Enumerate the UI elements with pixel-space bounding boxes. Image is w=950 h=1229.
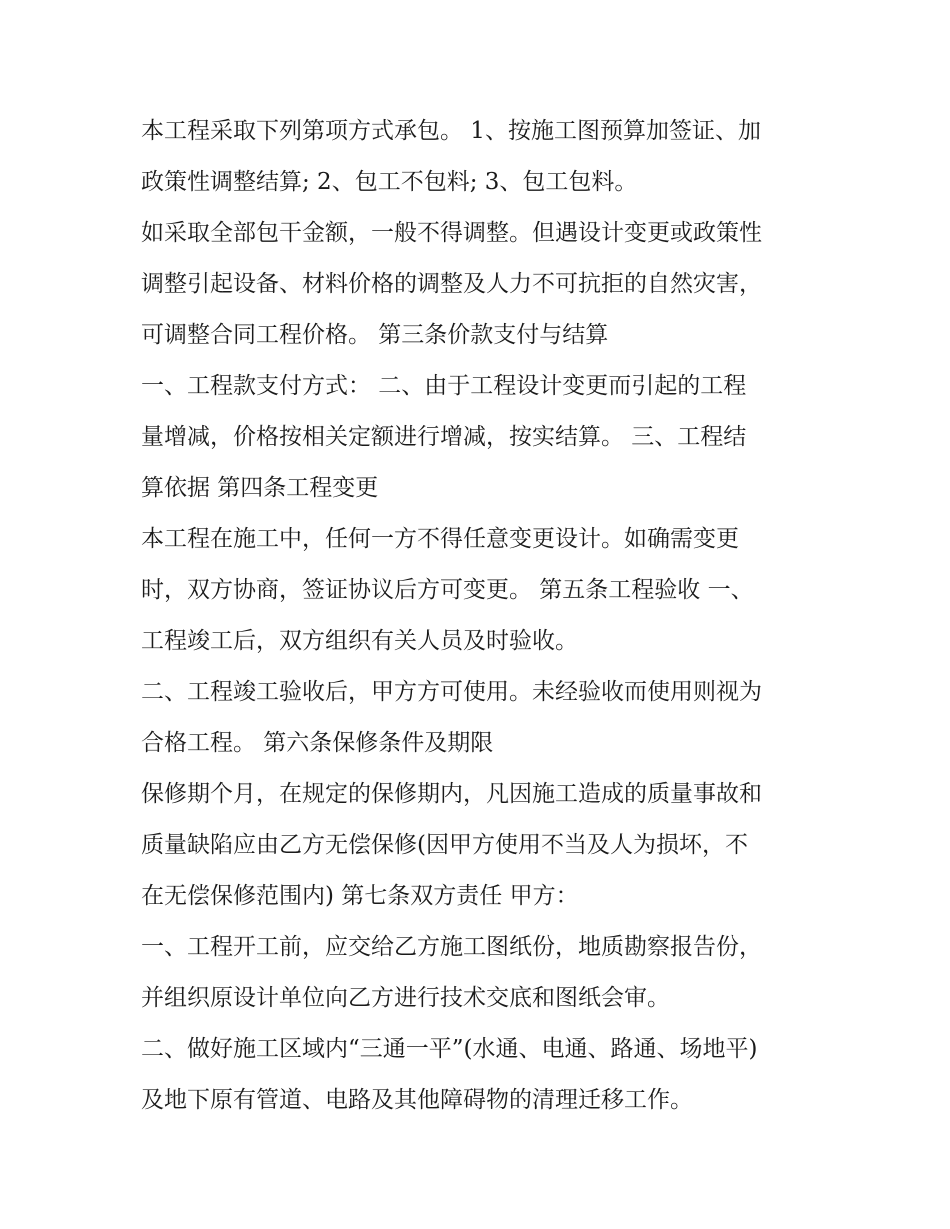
text-line: 一、工程款支付方式： 二、由于工程设计变更而引起的工程 [141,373,747,399]
text-line: 本工程在施工中，任何一方不得任意变更设计。如确需变更 [141,526,739,552]
contract-text [141,106,821,1126]
text-line: 并组织原设计单位向乙方进行技术交底和图纸会审。 [141,985,670,1011]
text-line: 算依据 第四条工程变更 [141,475,379,501]
text-line: 本工程采取下列第项方式承包。 1、按施工图预算加签证、加 [141,118,761,144]
text-line: 二、工程竣工验收后，甲方方可使用。未经验收而使用则视为 [141,679,762,705]
text-line: 质量缺陷应由乙方无偿保修(因甲方使用不当及人为损坏，不 [141,832,748,858]
text-line: 合格工程。 第六条保修条件及期限 [141,730,494,756]
text-line: 工程竣工后，双方组织有关人员及时验收。 [141,628,578,654]
text-line: 在无偿保修范围内) 第七条双方责任 甲方： [141,883,579,909]
text-line: 如采取全部包干金额，一般不得调整。但遇设计变更或政策性 [141,220,762,246]
text-line: 调整引起设备、材料价格的调整及人力不可抗拒的自然灾害， [141,271,762,297]
text-line: 时，双方协商，签证协议后方可变更。 第五条工程验收 一、 [141,577,754,603]
text-line: 政策性调整结算; 2、包工不包料; 3、包工包料。 [141,169,638,195]
text-line: 二、做好施工区域内“三通一平”(水通、电通、路通、场地平) [141,1036,758,1062]
text-line: 可调整合同工程价格。 第三条价款支付与结算 [141,322,609,348]
text-line: 及地下原有管道、电路及其他障碍物的清理迁移工作。 [141,1087,693,1113]
text-line: 一、工程开工前，应交给乙方施工图纸份，地质勘察报告份， [141,934,762,960]
text-line: 量增减，价格按相关定额进行增减，按实结算。 三、工程结 [141,424,747,450]
text-line: 保修期个月，在规定的保修期内，凡因施工造成的质量事故和 [141,781,762,807]
